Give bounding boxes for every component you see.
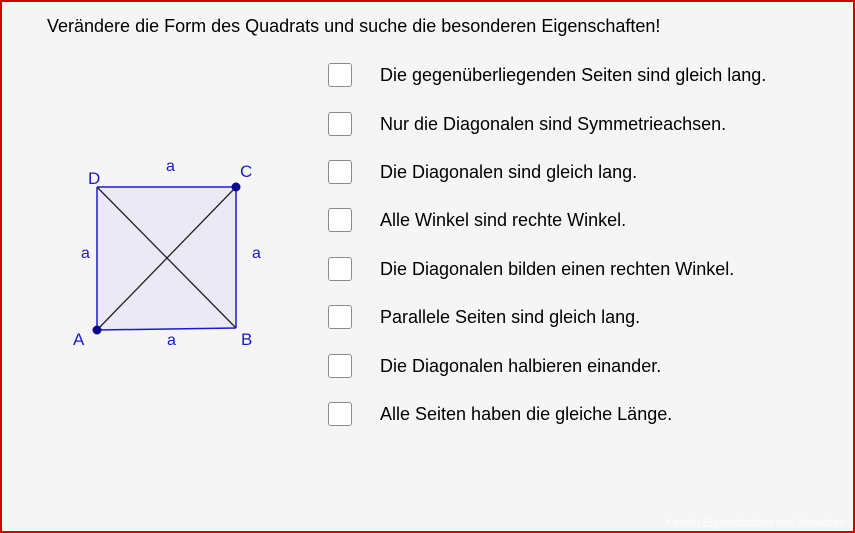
property-option-6[interactable] [328,304,640,330]
label-b: B [241,330,253,349]
label-d: D [88,169,101,188]
point-c[interactable] [232,183,241,192]
checkbox-label[interactable]: Nur die Diagonalen sind Symmetrieachsen. [380,113,727,134]
property-option-2[interactable] [328,111,726,137]
property-option-8[interactable] [328,401,672,427]
checkbox[interactable] [328,160,352,184]
property-option-4[interactable] [328,207,626,233]
side-label-right: a [252,245,261,262]
property-option-5[interactable] [328,256,734,282]
property-option-7[interactable] [328,353,661,379]
checkbox[interactable] [328,257,352,281]
label-a: A [73,330,85,349]
checkbox[interactable] [328,112,352,136]
label-c: C [240,162,253,181]
task-title: Verändere die Form des Quadrats und suche die besonderen Eigenschaften! [47,16,661,36]
point-a[interactable] [93,326,102,335]
checkbox[interactable] [328,354,352,378]
checkbox-label[interactable]: Alle Seiten haben die gleiche Länge. [380,403,673,424]
side-label-top: a [166,158,175,175]
checkbox-label[interactable]: Die Diagonalen sind gleich lang. [380,161,638,182]
checkbox[interactable] [328,402,352,426]
side-label-bottom: a [167,332,176,349]
property-option-1[interactable] [328,62,766,88]
checkbox[interactable] [328,208,352,232]
checkbox-label[interactable]: Die Diagonalen halbieren einander. [380,355,662,376]
property-option-3[interactable] [328,159,637,185]
checkbox[interactable] [328,63,352,87]
checkbox-label[interactable]: Die Diagonalen bilden einen rechten Winkel. [380,258,735,279]
watermark: Kerstin Eigenschaften von Vierecken [665,517,845,529]
checkbox-label[interactable]: Alle Winkel sind rechte Winkel. [380,209,627,230]
checkbox-label[interactable]: Die gegenüberliegenden Seiten sind gleich lang. [380,64,767,85]
checkbox[interactable] [328,305,352,329]
geometry-canvas[interactable] [2,2,322,382]
side-label-left: a [81,245,90,262]
checkbox-label[interactable]: Parallele Seiten sind gleich lang. [380,306,641,327]
